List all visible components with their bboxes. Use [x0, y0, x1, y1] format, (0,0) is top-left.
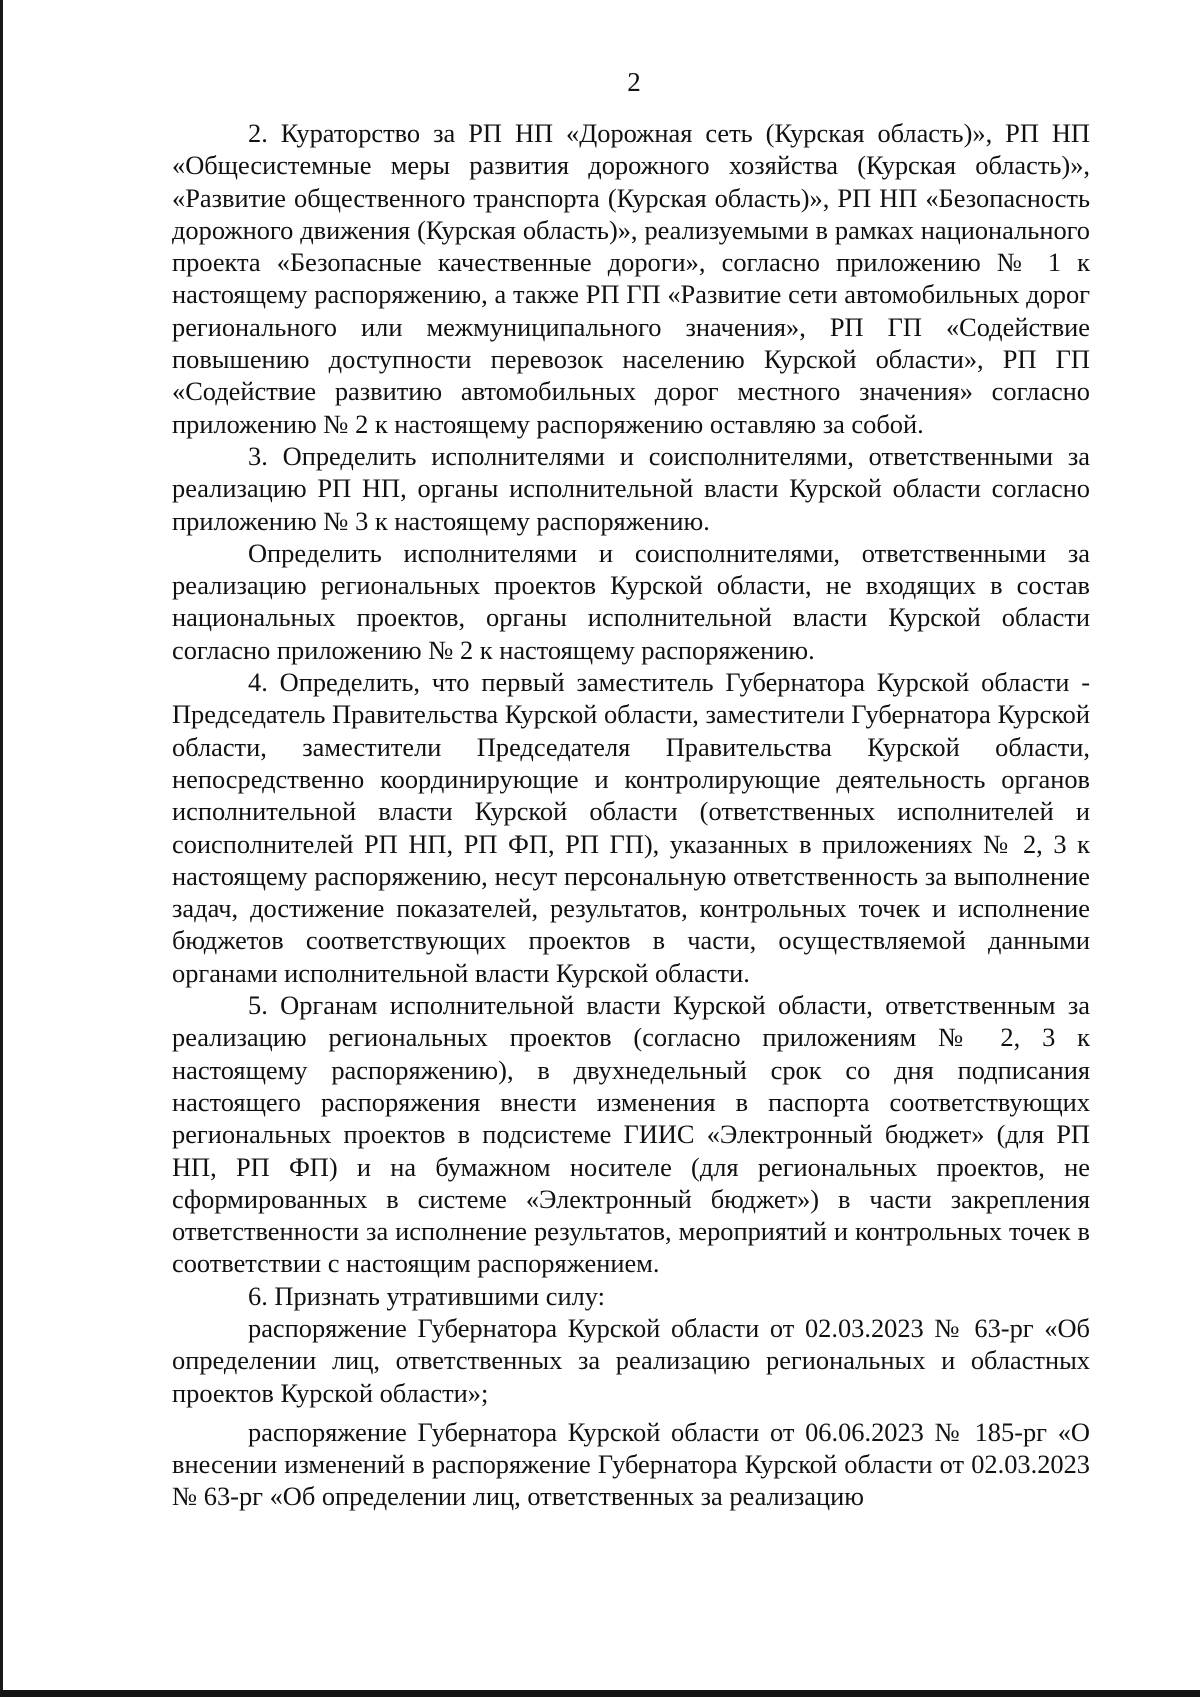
paragraph-item-4: 4. Определить, что первый заместитель Губернатора Курской области - Председатель Правительства Курской области, заместители Губернатора Курской области, заместители Председателя Правительства Курской области, непосредственно координирующие и контролирующие деятельность органов исполнительной власти Курской области (ответственных исполнителей и соисполнителей РП НП, РП ФП, РП ГП), указанных в приложениях № 2, 3 к настоящему распоряжению, несут персональную ответственность за выполнение задач, достижение показателей, результатов, контрольных точек и исполнение бюджетов соответствующих проектов в части, осуществляемой данными органами исполнительной власти Курской области.: [172, 667, 1090, 988]
paragraph-repealed-order-1: распоряжение Губернатора Курской области от 02.03.2023 № 63-рг «Об определении лиц, ответственных за реализацию региональных и областных проектов Курской области»;: [172, 1312, 1090, 1408]
paragraph-item-3-continued: Определить исполнителями и соисполнителями, ответственными за реализацию региональных проектов Курской области, не входящих в состав национальных проектов, органы исполнительной власти Курской области согласно приложению № 2 к настоящему распоряжению.: [172, 537, 1090, 665]
paragraph-repealed-order-2: распоряжение Губернатора Курской области от 06.06.2023 № 185-рг «О внесении изменений в распоряжение Губернатора Курской области от 02.03.2023 № 63-рг «Об определении лиц, ответственных за реализацию: [172, 1416, 1090, 1512]
scan-edge-left: [0, 0, 3, 1697]
scan-edge-bottom: [0, 1690, 1200, 1697]
page-number: 2: [627, 67, 641, 97]
document-body: [172, 117, 1090, 1513]
paragraph-item-6: 6. Признать утратившими силу:: [248, 1280, 605, 1311]
paragraph-item-3: 3. Определить исполнителями и соисполнителями, ответственными за реализацию РП НП, органы исполнительной власти Курской области согласно приложению № 3 к настоящему распоряжению.: [172, 440, 1090, 536]
paragraph-item-2: 2. Кураторство за РП НП «Дорожная сеть (Курская область)», РП НП «Общесистемные меры развития дорожного хозяйства (Курская область)», «Развитие общественного транспорта (Курская область)», РП НП «Безопасность дорожного движения (Курская область)», реализуемыми в рамках национального проекта «Безопасные качественные дороги», согласно приложению № 1 к настоящему распоряжению, а также РП ГП «Развитие сети автомобильных дорог регионального или межмуниципального значения», РП ГП «Содействие повышению доступности перевозок населению Курской области», РП ГП «Содействие развитию автомобильных дорог местного значения» согласно приложению № 2 к настоящему распоряжению оставляю за собой.: [172, 118, 1090, 439]
paragraph-item-5: 5. Органам исполнительной власти Курской области, ответственным за реализацию региональных проектов (согласно приложениям № 2, 3 к настоящему распоряжению), в двухнедельный срок со дня подписания настоящего распоряжения внести изменения в паспорта соответствующих региональных проектов в подсистеме ГИИС «Электронный бюджет» (для РП НП, РП ФП) и на бумажном носителе (для региональных проектов, не сформированных в системе «Электронный бюджет») в части закрепления ответственности за исполнение результатов, мероприятий и контрольных точек в соответствии с настоящим распоряжением.: [172, 990, 1090, 1279]
